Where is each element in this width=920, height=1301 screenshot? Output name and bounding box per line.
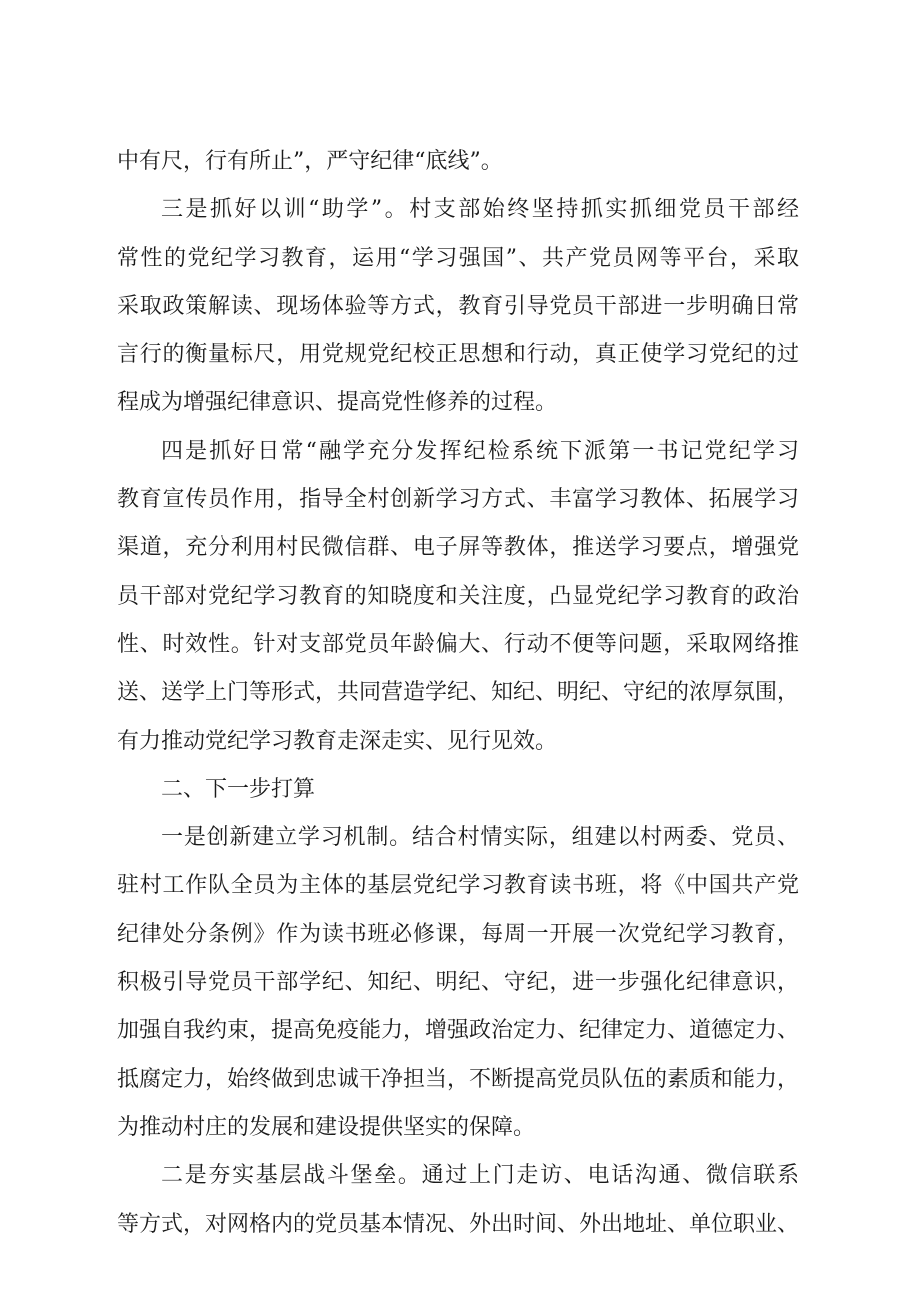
text-line: 纪律处分条例》作为读书班必修课，每周一开展一次党纪学习教育， [117,921,799,947]
text-line: 有力推动党纪学习教育走深走实、见行见效。 [117,728,558,754]
text-line: 加强自我约束，提高免疫能力，增强政治定力、纪律定力、道德定力、 [117,1018,800,1044]
text-line: 为推动村庄的发展和建设提供坚实的保障。 [117,1114,536,1140]
text-line: 二是夯实基层战斗堡垒。通过上门走访、电话沟通、微信联系 [161,1163,799,1189]
text-line: 常性的党纪学习教育，运用“学习强国”、共产党员网等平台，采取 [117,245,799,271]
text-line: 采取政策解读、现场体验等方式，教育引导党员干部进一步明确日常 [117,293,799,319]
text-line: 程成为增强纪律意识、提高党性修养的过程。 [117,390,558,416]
text-line: 性、时效性。针对支部党员年龄偏大、行动不便等问题，采取网络推 [117,631,799,657]
text-line: 积极引导党员干部学纪、知纪、明纪、守纪，进一步强化纪律意识， [117,970,799,996]
text-line: 等方式，对网格内的党员基本情况、外出时间、外出地址、单位职业、 [117,1211,800,1237]
text-line: 渠道，充分利用村民微信群、电子屏等教体，推送学习要点，增强党 [117,535,799,561]
text-line: 一是创新建立学习机制。结合村情实际，组建以村两委、党员、 [161,825,799,851]
text-line: 员干部对党纪学习教育的知晓度和关注度，凸显党纪学习教育的政治 [117,583,799,609]
text-line: 送、送学上门等形式，共同营造学纪、知纪、明纪、守纪的浓厚氛围， [117,680,800,706]
text-line: 言行的衡量标尺，用党规党纪校正思想和行动，真正使学习党纪的过 [117,342,799,368]
text-line: 三是抓好以训“助学”。村支部始终坚持抓实抓细党员干部经 [161,197,799,223]
text-line: 驻村工作队全员为主体的基层党纪学习教育读书班，将《中国共产党 [117,873,799,899]
text-line: 四是抓好日常“融学充分发挥纪检系统下派第一书记党纪学习 [161,438,799,464]
text-line: 抵腐定力，始终做到忠诚干净担当，不断提高党员队伍的素质和能力， [117,1066,800,1092]
text-line: 教育宣传员作用，指导全村创新学习方式、丰富学习教体、拓展学习 [117,487,799,513]
document-body [117,138,799,1249]
text-line: 二、下一步打算 [161,776,316,802]
text-line: 中有尺，行有所止”，严守纪律“底线”。 [117,149,503,174]
